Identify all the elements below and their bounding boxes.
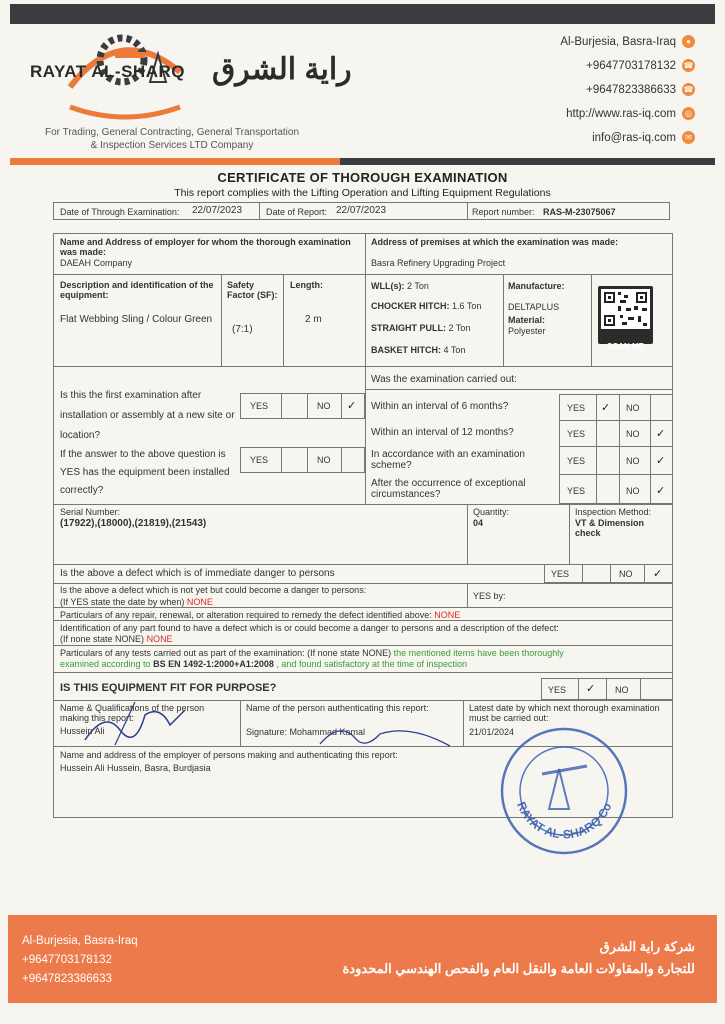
choker-value: 1.6 Ton	[452, 301, 482, 311]
divider	[503, 274, 504, 366]
contact-address: Al-Burjesia, Basra-Iraq ●	[560, 35, 695, 48]
immediate-no-tick[interactable]: ✓	[653, 568, 663, 580]
contact-phone-1: +9647703178132 ☎	[586, 59, 694, 72]
divider	[307, 393, 308, 419]
scheme-no[interactable]: NO	[626, 456, 640, 466]
divider	[578, 678, 579, 700]
divider	[53, 583, 673, 584]
location-icon: ●	[682, 35, 695, 48]
dark-bar	[340, 158, 715, 165]
divider	[341, 393, 342, 419]
footer-arabic	[343, 936, 696, 980]
first-exam-no[interactable]: NO	[317, 401, 331, 411]
divider	[221, 274, 222, 366]
contact-phone-2: +9647823386633 ☎	[586, 83, 694, 96]
footer-contacts	[22, 932, 138, 989]
next-exam-value: 21/01/2024	[469, 727, 515, 737]
interval-6-question: Within an interval of 6 months?	[371, 401, 509, 412]
divider	[606, 678, 607, 700]
date-exam-value: 22/07/2023	[192, 205, 243, 216]
footer-arabic-line-2: للتجارة والمقاولات العامة والنقل العام والفحص الهندسي المحدودة	[342, 961, 695, 976]
divider	[240, 700, 241, 746]
divider	[644, 564, 645, 583]
employer-persons-value: Hussein Ali Hussein, Basra, Burdjasia	[60, 763, 211, 773]
signature-hussein	[75, 700, 195, 748]
basket-value: 4 Ton	[443, 345, 466, 355]
divider	[365, 366, 366, 504]
divider	[467, 583, 468, 607]
fit-no[interactable]: NO	[615, 685, 629, 695]
divider	[259, 202, 260, 220]
company-tagline	[22, 126, 322, 152]
carried-out-label: Was the examination carried out:	[371, 374, 517, 385]
divider	[582, 564, 583, 583]
identification-question: Identification of any part found to have a defect which is or could become a danger to persons and a description of the defect:	[60, 623, 559, 633]
interval-6-no[interactable]: NO	[626, 403, 640, 413]
straight-value: 2 Ton	[448, 323, 471, 333]
safety-factor-label: Safety Factor (SF):	[227, 280, 278, 300]
interval-12-no[interactable]: NO	[626, 429, 640, 439]
phone-icon: ☎	[683, 61, 694, 70]
material-value: Polyester	[508, 326, 546, 336]
certificate-title: CERTIFICATE OF THOROUGH EXAMINATION	[217, 170, 508, 185]
equipment-desc-value: Flat Webbing Sling / Colour Green	[60, 314, 213, 325]
contact-website[interactable]: http://www.ras-iq.com ◎	[566, 107, 695, 120]
company-stamp	[497, 724, 632, 859]
tests-result-1: the mentioned items have been thoroughly	[393, 648, 564, 658]
divider	[281, 393, 282, 419]
interval-12-question: Within an interval of 12 months?	[371, 427, 514, 438]
footer-phone-1: +9647703178132	[22, 954, 112, 966]
divider	[610, 564, 611, 583]
not-yet-none: NONE	[186, 597, 213, 607]
divider	[559, 446, 673, 447]
installed-no[interactable]: NO	[317, 455, 331, 465]
choker-label: CHOCKER HITCH:	[371, 301, 450, 311]
divider	[53, 274, 673, 275]
accent-bar	[10, 158, 340, 165]
footer-address: Al-Burjesia, Basra-Iraq	[22, 935, 138, 947]
divider	[467, 202, 468, 220]
equipment-desc-label: Description and identification of the equipment:	[60, 280, 214, 300]
interval-12-no-tick[interactable]: ✓	[656, 428, 666, 440]
not-yet-date-note: (If YES state the date by when)	[60, 597, 185, 607]
next-exam-label: Latest date by which next thorough examination must be carried out:	[469, 703, 660, 723]
yes-by-label: YES by:	[473, 591, 506, 601]
divider	[365, 233, 366, 275]
basket-label: BASKET HITCH:	[371, 345, 441, 355]
straight-label: STRAIGHT PULL:	[371, 323, 446, 333]
globe-icon: ◎	[682, 107, 695, 120]
divider	[53, 366, 673, 367]
exceptional-no[interactable]: NO	[626, 486, 640, 496]
divider	[619, 394, 620, 504]
tests-standard: BS EN 1492-1:2000+A1:2008	[153, 659, 274, 669]
tests-result-2: examined according to	[60, 659, 151, 669]
length-label: Length:	[290, 280, 323, 290]
interval-6-yes-tick[interactable]: ✓	[601, 402, 611, 414]
identification-none: NONE	[146, 634, 173, 644]
immediate-danger-question: Is the above a defect which is of immediate danger to persons	[60, 568, 335, 579]
fit-for-purpose-question: IS THIS EQUIPMENT FIT FOR PURPOSE?	[60, 682, 277, 694]
scheme-no-tick[interactable]: ✓	[656, 455, 666, 467]
immediate-yes[interactable]: YES	[551, 569, 570, 579]
fit-yes-tick[interactable]: ✓	[586, 683, 596, 695]
stamp-text: RAYAT AL-SHARQ Co	[514, 799, 615, 842]
interval-6-yes[interactable]: YES	[567, 403, 586, 413]
tests-result-3: , and found satisfactory at the time of inspection	[276, 659, 468, 669]
divider	[365, 274, 366, 366]
identification-note: (If none state NONE)	[60, 634, 145, 644]
repair-none: NONE	[434, 610, 461, 620]
footer-arabic-line-1: شركة راية الشرق	[599, 939, 695, 954]
manufacture-value: DELTAPLUS	[508, 302, 560, 312]
qr-code[interactable]	[598, 286, 653, 344]
immediate-no[interactable]: NO	[619, 569, 633, 579]
report-number-label: Report number:	[472, 207, 535, 217]
tagline-line-2: & Inspection Services LTD Company	[90, 140, 254, 151]
divider	[53, 672, 673, 673]
first-exam-question: Is this the first examination after installation or assembly at a new site or location?	[60, 390, 235, 441]
quantity-label: Quantity:	[473, 507, 510, 517]
serial-label: Serial Number:	[60, 507, 121, 517]
divider	[559, 420, 673, 421]
divider	[341, 447, 342, 473]
interval-12-yes[interactable]: YES	[567, 429, 586, 439]
certificate-subtitle: This report complies with the Lifting Operation and Lifting Equipment Regulations	[174, 187, 551, 199]
premises-label: Address of premises at which the examination was made:	[371, 237, 619, 247]
wll-value: 2 Ton	[407, 281, 429, 291]
divider	[467, 504, 468, 564]
divider	[283, 274, 284, 366]
repair-question: Particulars of any repair, renewal, or alteration required to remedy the defect identified above:	[60, 610, 432, 620]
divider	[281, 447, 282, 473]
divider	[53, 504, 673, 505]
first-exam-yes[interactable]: YES	[250, 401, 269, 411]
date-report-label: Date of Report:	[266, 207, 328, 217]
tests-question: Particulars of any tests carried out as part of the examination: (If none state NONE)	[60, 648, 392, 658]
scan-me-label: SCAN ME	[607, 342, 644, 351]
divider	[559, 474, 673, 475]
method-label: Inspection Method:	[575, 507, 652, 517]
divider	[307, 447, 308, 473]
divider	[365, 389, 673, 390]
date-exam-label: Date of Through Examination:	[60, 207, 180, 217]
scheme-yes[interactable]: YES	[567, 456, 586, 466]
quantity-value: 04	[473, 518, 484, 528]
tagline-line-1: For Trading, General Contracting, General Transportation	[44, 127, 300, 138]
contact-email[interactable]: info@ras-iq.com ✉	[592, 131, 695, 144]
manufacture-label: Manufacture:	[508, 281, 565, 291]
wll-label: WLL(s):	[371, 281, 405, 291]
employer-persons-label: Name and address of the employer of persons making and authenticating this report:	[60, 750, 398, 760]
method-value: VT & Dimension check	[575, 518, 645, 538]
installed-correctly-question: If the answer to the above question is YES has the equipment been installed correctly?	[60, 449, 230, 496]
divider	[596, 394, 597, 504]
safety-factor-value: (7:1)	[232, 324, 253, 335]
brand-name-ar: راية الشرق	[212, 53, 352, 86]
phone-icon: ☎	[683, 85, 694, 94]
qualifications-value: Hussein Ali	[60, 726, 105, 736]
divider	[53, 607, 673, 608]
footer-phone-2: +9647823386633	[22, 973, 112, 985]
premises-value: Basra Refinery Upgrading Project	[371, 258, 506, 268]
signature-mohammad	[300, 716, 460, 752]
first-exam-no-tick[interactable]: ✓	[347, 400, 357, 412]
exceptional-no-tick[interactable]: ✓	[656, 485, 666, 497]
divider	[640, 678, 641, 700]
date-report-value: 22/07/2023	[336, 205, 387, 216]
employer-value: DAEAH Company	[60, 258, 133, 268]
material-label: Material:	[508, 315, 546, 325]
exceptional-yes[interactable]: YES	[567, 486, 586, 496]
report-number-value: RAS-M-23075067	[543, 207, 616, 217]
divider	[569, 504, 570, 564]
brand-name-en: RAYAT AL-SHARQ	[30, 62, 185, 81]
divider	[650, 394, 651, 504]
divider	[53, 645, 673, 646]
installed-yes[interactable]: YES	[250, 455, 269, 465]
qualifications-label: Name & Qualifications of the person making this report:	[60, 703, 205, 723]
length-value: 2 m	[305, 314, 322, 325]
top-bar	[10, 4, 715, 24]
divider	[53, 620, 673, 621]
serial-value: (17922),(18000),(21819),(21543)	[60, 518, 207, 529]
scheme-question: In accordance with an examination scheme?	[371, 449, 525, 471]
fit-yes[interactable]: YES	[548, 685, 567, 695]
divider	[463, 700, 464, 746]
authenticator-label: Name of the person authenticating this report:	[246, 703, 429, 713]
exceptional-question: After the occurrence of exceptional circumstances?	[371, 478, 526, 500]
authenticator-value: Signature: Mohammad Kamal	[246, 727, 366, 737]
employer-label: Name and Address of employer for whom the thorough examination was made:	[60, 237, 351, 257]
mail-icon: ✉	[682, 131, 695, 144]
divider	[591, 274, 592, 366]
not-yet-danger-question: Is the above a defect which is not yet but could become a danger to persons:	[60, 585, 367, 595]
